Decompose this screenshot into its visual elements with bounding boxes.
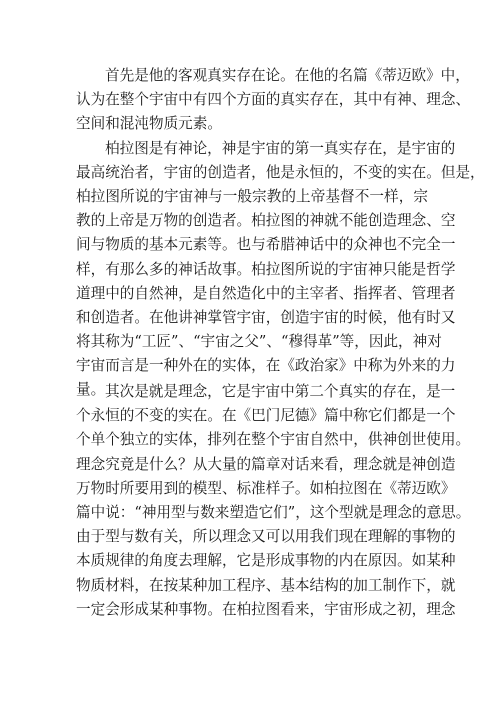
paragraph-line: 物质材料，在按某种加工程序、基本结构的加工制作下，就 xyxy=(76,576,456,594)
paragraph-line: 间与物质的基本元素等。也与希腊神话中的众神也不完全一 xyxy=(76,236,456,254)
paragraph-line: 将其称为“工匠”、“宇宙之父”、“穆得革”等，因此，神对 xyxy=(76,333,442,351)
paragraph-line: 个单个独立的实体，排列在整个宇宙自然中，供神创世使用。 xyxy=(76,431,471,449)
paragraph-ideas xyxy=(76,380,471,622)
paragraph-line: 理念究竟是什么？从大量的篇章对话来看，理念就是神创造 xyxy=(76,455,456,473)
paragraph-line: 首先是他的客观真实存在论。在他的名篇《蒂迈欧》中， xyxy=(105,67,470,84)
paragraph-line: 篇中说：“神用型与数来塑造它们”，这个型就是理念的意思。 xyxy=(76,503,471,521)
paragraph-line: 和创造者。在他讲神掌管宇宙，创造宇宙的时候，他有时又 xyxy=(76,308,456,326)
paragraph-objective-existence xyxy=(76,64,471,137)
paragraph-line: 由于型与数有关，所以理念又可以用我们现在理解的事物的 xyxy=(76,528,456,546)
paragraph-line: 量。 xyxy=(76,381,106,399)
paragraph-line: 样，有那么多的神话故事。柏拉图所说的宇宙神只能是哲学 xyxy=(76,260,456,278)
paragraph-line: 宇宙而言是一种外在的实体，在《政治家》中称为外来的力 xyxy=(76,357,456,375)
paragraph-line: 教的上帝是万物的创造者。柏拉图的神就不能创造理念、空 xyxy=(76,212,456,230)
paragraph-line: 万物时所要用到的模型、标准样子。如柏拉图在《蒂迈欧》 xyxy=(76,479,456,497)
paragraph-line: 其次是就是理念，它是宇宙中第二个真实的存在，是一 xyxy=(105,383,456,400)
paragraph-line: 最高统治者，宇宙的创造者，他是永恒的，不变的实在。但是， xyxy=(76,163,485,181)
paragraph-line: 柏拉图是有神论，神是宇宙的第一真实存在，是宇宙的 xyxy=(105,139,456,157)
paragraph-line: 本质规律的角度去理解，它是形成事物的内在原因。如某种 xyxy=(76,552,456,570)
paragraph-line: 空间和混沌物质元素。 xyxy=(76,115,222,133)
paragraph-theism xyxy=(76,137,485,403)
paragraph-line: 柏拉图所说的宇宙神与一般宗教的上帝基督不一样，宗 xyxy=(76,187,428,205)
paragraph-line: 一定会形成某种事物。在柏拉图看来，宇宙形成之初，理念 xyxy=(76,600,456,618)
paragraph-line: 道理中的自然神，是自然造化中的主宰者、指挥者、管理者 xyxy=(76,284,456,302)
paragraph-line: 认为在整个宇宙中有四个方面的真实存在，其中有神、理念、 xyxy=(76,91,471,109)
paragraph-line: 个永恒的不变的实在。在《巴门尼德》篇中称它们都是一个 xyxy=(76,407,456,425)
